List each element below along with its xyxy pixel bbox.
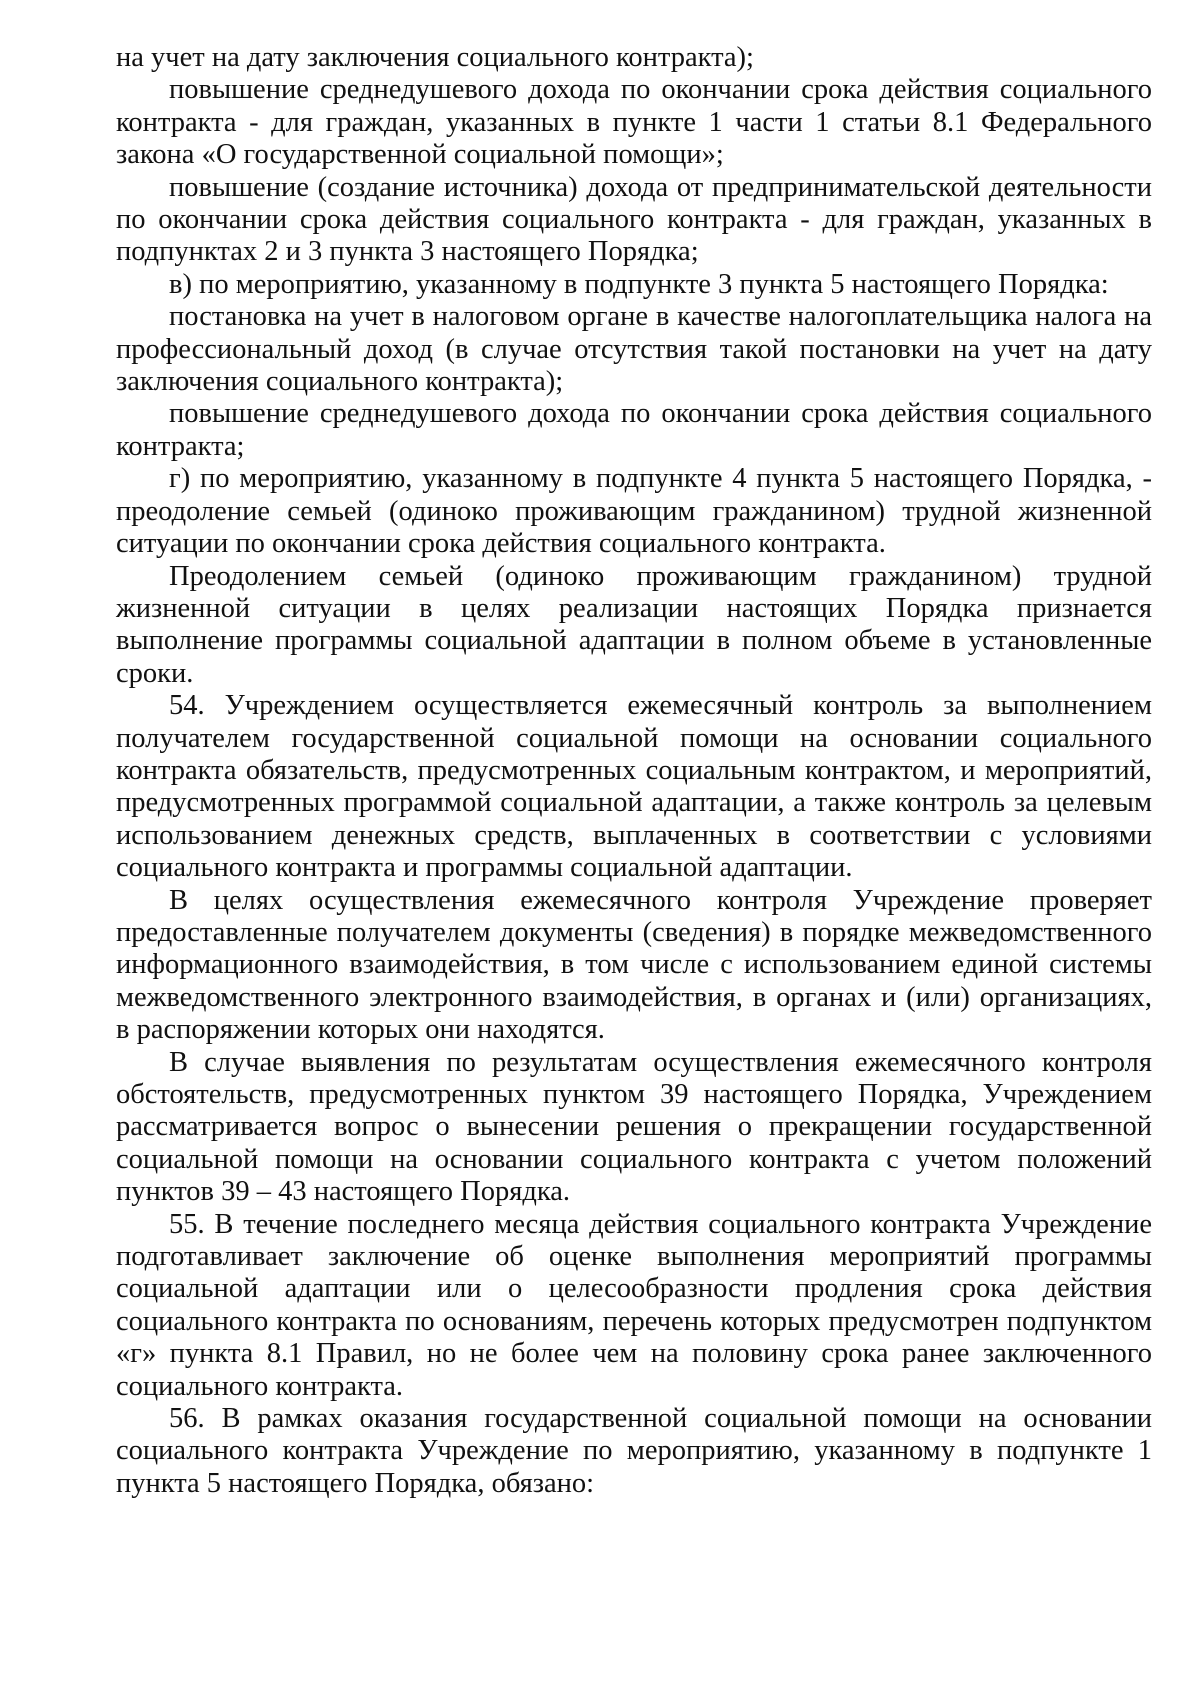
paragraph-income-increase-2: повышение среднедушевого дохода по окончании срока действия социального контракта;	[116, 398, 1152, 462]
paragraph-overcoming-definition: Преодолением семьей (одиноко проживающим гражданином) трудной жизненной ситуации в целях реализации настоящих Порядка признается выполнение программы социальной адаптации в полном объеме в установленные сроки.	[116, 560, 1152, 689]
paragraph-monthly-control: В целях осуществления ежемесячного контроля Учреждение проверяет предоставленные получателем документы (сведения) в порядке межведомственного информационного взаимодействия, в том числе с использованием единой системы межведомственного электронного взаимодействия, в органах и (или) организациях, в распоряжении которых они находятся.	[116, 884, 1152, 1046]
paragraph-section-56: 56. В рамках оказания государственной социальной помощи на основании социального контракта Учреждение по мероприятию, указанному в подпункте 1 пункта 5 настоящего Порядка, обязано:	[116, 1403, 1152, 1499]
paragraph-section-54: 54. Учреждением осуществляется ежемесячный контроль за выполнением получателем государственной социальной помощи на основании социального контракта обязательств, предусмотренных социальным контрактом, и мероприятий, предусмотренных программой социальной адаптации, а также контроль за целевым использованием денежных средств, выплаченных в соответствии с условиями социального контракта и программы социальной адаптации.	[116, 690, 1152, 884]
paragraph-income-increase: повышение среднедушевого дохода по окончании срока действия социального контракта - для граждан, указанных в пункте 1 части 1 статьи 8.1 Федерального закона «О государственной социальной помощи»;	[116, 74, 1152, 171]
paragraph-business-income: повышение (создание источника) дохода от предпринимательской деятельности по окончании срока действия социального контракта - для граждан, указанных в подпунктах 2 и 3 пункта 3 настоящего Порядка;	[116, 171, 1152, 268]
document-page	[116, 42, 1152, 1500]
paragraph-item-v: в) по мероприятию, указанному в подпункте 3 пункта 5 настоящего Порядка:	[169, 268, 1109, 300]
paragraph-continuation: на учет на дату заключения социального контракта);	[116, 42, 754, 73]
paragraph-tax-registration: постановка на учет в налоговом органе в качестве налогоплательщика налога на профессиональный доход (в случае отсутствия такой постановки на учет на дату заключения социального контракта);	[116, 301, 1152, 398]
paragraph-item-g: г) по мероприятию, указанному в подпункте 4 пункта 5 настоящего Порядка, - преодоление семьей (одиноко проживающим гражданином) трудной жизненной ситуации по окончании срока действия социального контракта.	[116, 463, 1152, 560]
paragraph-termination: В случае выявления по результатам осуществления ежемесячного контроля обстоятельств, предусмотренных пунктом 39 настоящего Порядка, Учреждением рассматривается вопрос о вынесении решения о прекращении государственной социальной помощи на основании социального контракта с учетом положений пунктов 39 – 43 настоящего Порядка.	[116, 1046, 1152, 1208]
paragraph-section-55: 55. В течение последнего месяца действия социального контракта Учреждение подготавливает заключение об оценке выполнения мероприятий программы социальной адаптации или о целесообразности продления срока действия социального контракта по основаниям, перечень которых предусмотрен подпунктом «г» пункта 8.1 Правил, но не более чем на половину срока ранее заключенного социального контракта.	[116, 1208, 1152, 1402]
